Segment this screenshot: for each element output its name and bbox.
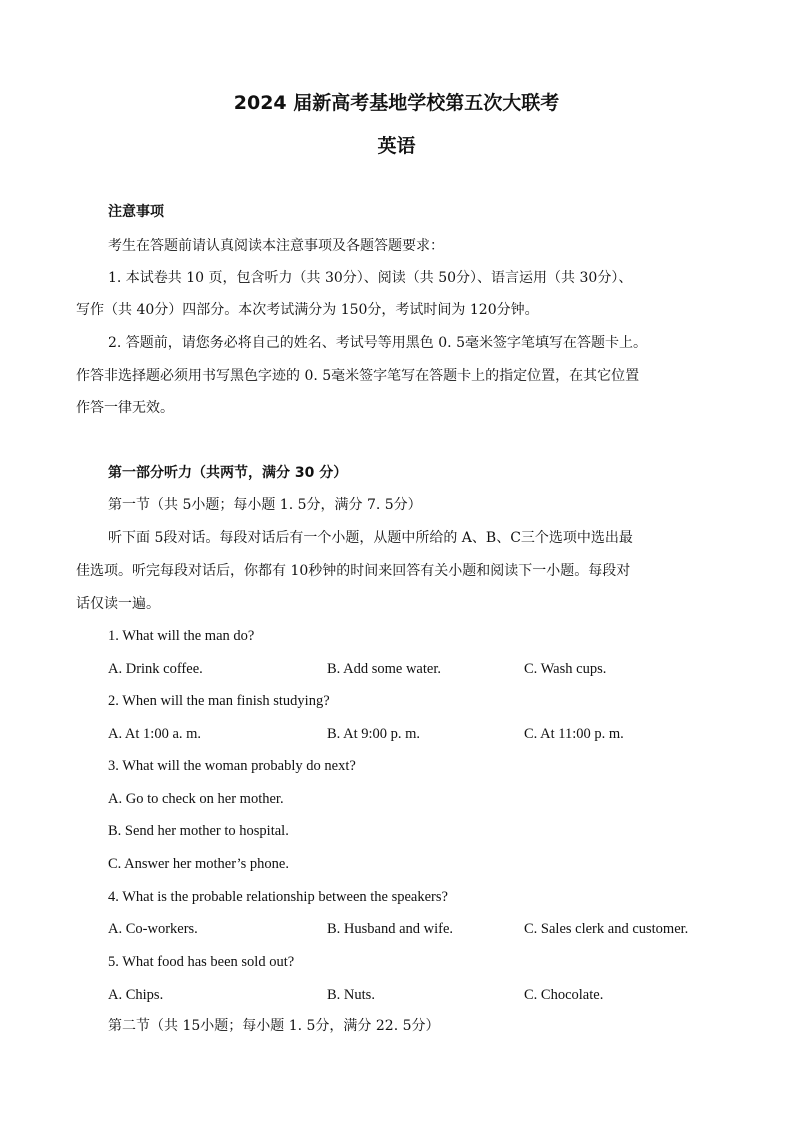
question-3-option-b: B. Send her mother to hospital.: [108, 823, 289, 839]
question-5-option-a: A. Chips.: [108, 987, 164, 1003]
instructions-line-3: 话仅读一遍。: [76, 596, 160, 612]
notice-item-2-line-2: 作答非选择题必须用书写黑色字迹的 0. 5毫米签字笔写在答题卡上的指定位置，在其它位置: [76, 368, 640, 384]
question-1-option-b: B. Add some water.: [327, 661, 441, 677]
instructions-line-2: 佳选项。听完每段对话后，你都有 10秒钟的时间来回答有关小题和阅读下一小题。每段对: [76, 563, 631, 579]
section2-heading: 第二节（共 15小题；每小题 1. 5分，满分 22. 5分）: [108, 1018, 440, 1034]
notice-intro: 考生在答题前请认真阅读本注意事项及各题答题要求：: [108, 238, 444, 254]
question-2-option-a: A. At 1:00 a. m.: [108, 726, 202, 742]
part1-heading: 第一部分听力（共两节，满分 30 分）: [108, 465, 348, 481]
question-3-stem: 3. What will the woman probably do next?: [108, 758, 356, 774]
question-1-option-c: C. Wash cups.: [524, 661, 607, 677]
question-3-option-c: C. Answer her mother’s phone.: [108, 856, 289, 872]
question-1-option-a: A. Drink coffee.: [108, 661, 203, 677]
question-5-stem: 5. What food has been sold out?: [108, 954, 295, 970]
section1-heading: 第一节（共 5小题；每小题 1. 5分，满分 7. 5分）: [108, 497, 422, 513]
question-5-option-b: B. Nuts.: [327, 987, 375, 1003]
instructions-line-1: 听下面 5段对话。每段对话后有一个小题，从题中所给的 A、B、C三个选项中选出最: [108, 530, 633, 546]
question-4-option-b: B. Husband and wife.: [327, 921, 454, 937]
question-2-option-b: B. At 9:00 p. m.: [327, 726, 421, 742]
notice-heading: 注意事项: [108, 204, 164, 220]
question-2-stem: 2. When will the man finish studying?: [108, 693, 330, 709]
question-1-stem: 1. What will the man do?: [108, 628, 255, 644]
notice-item-1-line-2: 写作（共 40分）四部分。本次考试满分为 150分，考试时间为 120分钟。: [76, 302, 539, 318]
question-5-option-c: C. Chocolate.: [524, 987, 604, 1003]
question-3-option-a: A. Go to check on her mother.: [108, 791, 284, 807]
exam-title: 2024 届新高考基地学校第五次大联考: [233, 92, 560, 114]
question-2-option-c: C. At 11:00 p. m.: [524, 726, 624, 742]
question-4-option-c: C. Sales clerk and customer.: [524, 921, 689, 937]
question-4-stem: 4. What is the probable relationship between the speakers?: [108, 889, 448, 905]
notice-item-1-line-1: 1. 本试卷共 10 页，包含听力（共 30分）、阅读（共 50分）、语言运用（共 30分）、: [108, 270, 633, 286]
question-4-option-a: A. Co-workers.: [108, 921, 198, 937]
notice-item-2-line-1: 2. 答题前，请您务必将自己的姓名、考试号等用黑色 0. 5毫米签字笔填写在答题卡上。: [108, 335, 647, 351]
notice-item-2-line-3: 作答一律无效。: [76, 400, 174, 416]
subject-title: 英语: [377, 135, 416, 157]
